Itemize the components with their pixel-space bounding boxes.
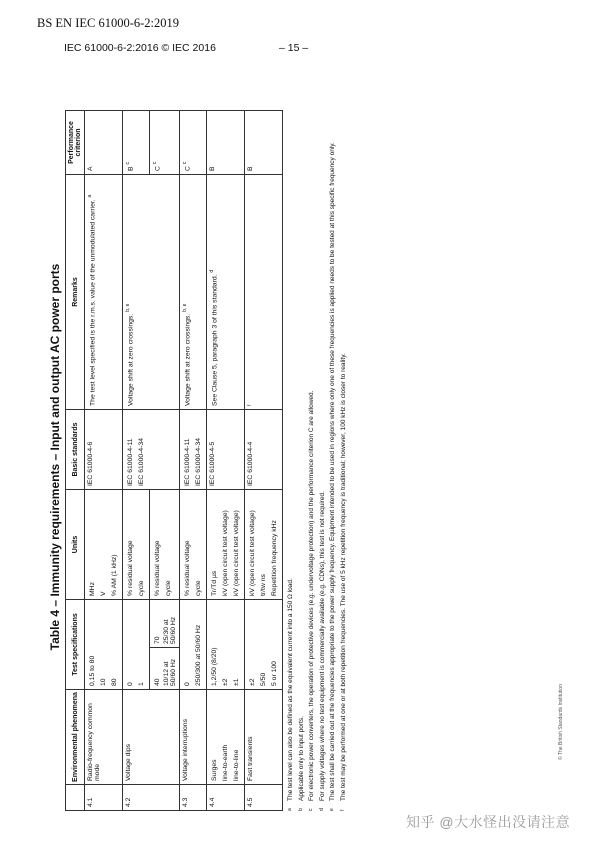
side-copyright: © The British Standards Institution <box>558 684 564 760</box>
footnote: b Applicable only to input ports. <box>297 716 305 811</box>
basic-standard: IEC 61000-4-4 <box>245 409 283 489</box>
performance: B <box>245 110 283 174</box>
remark: Voltage shift at zero crossings. $^{b, e}$ <box>180 174 207 409</box>
phenomenon: Voltage interruptions <box>180 690 207 785</box>
units: % residual voltage cycle <box>123 489 150 599</box>
test-spec-a: 40 10/12 at 50/60 Hz <box>150 648 180 690</box>
footnote: a The test level can also be defined as the equivalent current into a 150 Ω load. <box>287 578 294 811</box>
basic-standard: IEC 61000-4-11 IEC 61000-4-34 <box>180 409 207 489</box>
col-perf: Performance criterion <box>66 110 85 174</box>
col-units: Units <box>66 489 85 599</box>
phenomenon: Surges line-to-earth line-to-line <box>207 690 245 785</box>
performance: C $^c$ <box>150 110 180 174</box>
test-spec: 0,15 to 80 10 80 <box>85 599 123 689</box>
phenomenon: Fast transients <box>245 690 283 785</box>
footnote: f The test may be performed at one or at both repetition frequencies. The use of 5 kHz repetition frequency is traditional; however, 100 kHz is closer to reality. <box>339 353 347 811</box>
phenomenon: Voltage dips <box>123 690 180 785</box>
units: % residual voltage cycle <box>150 489 180 599</box>
performance: A <box>85 110 123 174</box>
watermark: 知乎 @大水怪出没请注意 <box>406 814 571 830</box>
table-row <box>123 110 150 810</box>
col-basic: Basic standards <box>66 409 85 489</box>
row-number: 4.2 <box>123 785 180 811</box>
basic-standard: IEC 61000-4-11 IEC 61000-4-34 <box>123 409 180 489</box>
footnote: c For electronic power converters, the operation of protective devices (e.g. undervoltage protection) and the performance criterion C are allowed. <box>308 390 315 811</box>
units: % residual voltage cycle <box>180 489 207 599</box>
remark: See Clause 5, paragraph 3 of this standard. $^d$ <box>207 174 245 409</box>
table-row <box>207 110 245 810</box>
test-spec: 1,2/50 (8/20) ±2 ±1 <box>207 599 245 689</box>
col-spec: Test specifications <box>66 599 85 689</box>
row-number: 4.1 <box>85 785 123 811</box>
table-header-row <box>66 110 85 810</box>
immunity-table <box>65 110 283 811</box>
col-remarks: Remarks <box>66 174 85 409</box>
table-row <box>180 110 207 810</box>
performance: B <box>207 110 245 174</box>
units: MHz V % AM (1 kHz) <box>85 489 123 599</box>
footnote: e The test shall be carried out at the frequencies appropriate to the power supply frequency. Equipment intended to be used in regions where only one of these frequencies is applied needs to be tested at this specific frequency only. <box>329 142 336 811</box>
remark: Voltage shift at zero crossings. $^{b, e}$ <box>123 174 180 409</box>
test-spec: 0 250/300 at 50/60 Hz <box>180 599 207 689</box>
rotated-table-block <box>45 97 555 817</box>
basic-standard: IEC 61000-4-5 <box>207 409 245 489</box>
remark: The test level specified is the r.m.s. value of the unmodulated carrier. $^a$ <box>85 174 123 409</box>
col-phenomena: Environmental phenomena <box>66 690 85 785</box>
units: kV (open circuit test voltage) tr/tw ns Repetition frequency kHz <box>245 489 283 599</box>
test-spec-b: 70 25/30 at 50/60 Hz <box>150 599 180 647</box>
units: Tr/Td µs kV (open circuit test voltage) kV (open circuit test voltage) <box>207 489 245 599</box>
table-row <box>245 110 283 810</box>
header-left: IEC 61000-6-2:2016 © IEC 2016 <box>64 42 216 54</box>
col-num <box>66 785 85 811</box>
test-spec: ±2 5/50 5 or 100 <box>245 599 283 689</box>
standard-number: BS EN IEC 61000-6-2:2019 <box>37 16 180 30</box>
table-footnotes <box>286 111 348 811</box>
test-spec: 0 1 <box>123 599 150 689</box>
row-number: 4.3 <box>180 785 207 811</box>
table-title: Table 4 – Immunity requirements – Input and output AC power ports <box>48 263 62 651</box>
performance: C $^c$ <box>180 110 207 174</box>
phenomenon: Radio-frequency common mode <box>85 690 123 785</box>
page-number: – 15 – <box>279 42 309 54</box>
table-row <box>85 110 123 810</box>
remark: f <box>245 174 283 409</box>
footnote: d For supply voltages where no test equipment is commercially available (e.g. CDNs), this test is not required. <box>318 491 326 811</box>
performance: B $^c$ <box>123 110 150 174</box>
row-number: 4.4 <box>207 785 245 811</box>
row-number: 4.5 <box>245 785 283 811</box>
basic-standard: IEC 61000-4-6 <box>85 409 123 489</box>
